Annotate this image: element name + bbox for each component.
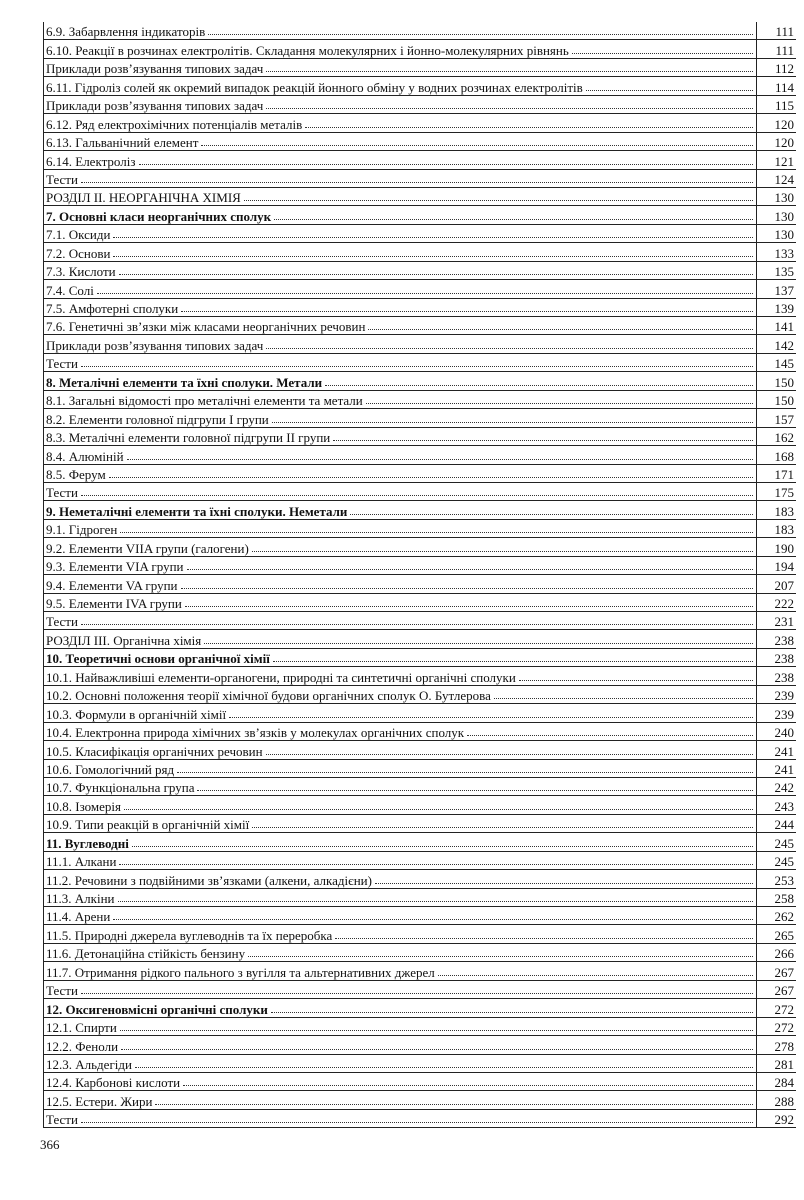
- toc-entry-page: 175: [756, 483, 796, 500]
- dot-leader: [266, 108, 753, 109]
- dot-leader: [109, 477, 753, 478]
- toc-entry: [44, 981, 796, 999]
- dot-leader: [266, 348, 753, 349]
- dot-leader: [366, 403, 753, 404]
- toc-entry-title: 9.2. Елементи VIIA групи (галогени): [46, 540, 249, 556]
- dot-leader: [187, 569, 753, 570]
- toc-entry-title: Тести: [46, 356, 78, 372]
- dot-leader: [572, 53, 753, 54]
- dot-leader: [113, 237, 753, 238]
- toc-entry-title: 10.7. Функціональна група: [46, 780, 195, 796]
- toc-entry-page: 239: [756, 704, 796, 721]
- toc-entry-title: 7.5. Амфотерні сполуки: [46, 301, 179, 316]
- toc-entry-title: Приклади розв’язування типових задач: [46, 337, 264, 353]
- dot-leader: [438, 975, 753, 976]
- toc-entry-title: 11.3. Алкіни: [46, 891, 115, 906]
- dot-leader: [204, 643, 753, 644]
- toc-entry: [44, 354, 796, 372]
- toc-entry-page: 240: [756, 723, 796, 740]
- toc-entry-title: Тести: [46, 614, 78, 630]
- toc-entry-page: 168: [756, 446, 796, 463]
- toc-entry: [44, 59, 796, 77]
- toc-entry-title: 10.9. Типи реакцій в органічній хімії: [46, 817, 250, 833]
- toc-entry: [44, 1018, 796, 1036]
- toc-entry-page: 258: [756, 889, 796, 906]
- toc-entry-title: 8. Металічні елементи та їхні сполуки. Метали: [46, 374, 323, 390]
- toc-entry: [44, 262, 796, 280]
- toc-entry: [44, 778, 796, 796]
- toc-entry: [44, 170, 796, 188]
- dot-leader: [252, 551, 753, 552]
- toc-entry-title: 12.2. Феноли: [46, 1038, 119, 1054]
- toc-entry: [44, 1110, 796, 1128]
- dot-leader: [350, 514, 753, 515]
- toc-entry-page: 120: [756, 133, 796, 150]
- toc-entry-page: 238: [756, 667, 796, 684]
- toc-entry-title: 7.3. Кислоти: [46, 264, 116, 280]
- toc-entry-title: 7.1. Оксиди: [46, 227, 111, 243]
- toc-entry: [44, 483, 796, 501]
- dot-leader: [248, 956, 753, 957]
- toc-entry-title: 10.3. Формули в органічній хімії: [46, 706, 227, 722]
- toc-entry-page: 112: [756, 59, 796, 76]
- toc-entry: [44, 520, 796, 538]
- toc-entry-title: 8.5. Ферум: [46, 466, 106, 482]
- toc-entry-title: 10. Теоретичні основи органічної хімії: [46, 651, 270, 667]
- dot-leader: [368, 329, 753, 330]
- toc-entry-page: 272: [756, 999, 796, 1016]
- toc-entry-title: 11.4. Арени: [46, 909, 111, 925]
- toc-entry-title: 11.5. Природні джерела вуглеводнів та їх переробка: [46, 927, 333, 943]
- dot-leader: [135, 1067, 753, 1068]
- toc-entry-page: 145: [756, 354, 796, 371]
- toc-entry: [44, 391, 796, 409]
- toc-entry-page: 262: [756, 907, 796, 924]
- dot-leader: [121, 1049, 753, 1050]
- toc-entry: [44, 704, 796, 722]
- toc-entry-title: 11.7. Отримання рідкого пального з вугілля та альтернативних джерел: [46, 964, 435, 980]
- dot-leader: [229, 717, 753, 718]
- toc-entry-page: 231: [756, 612, 796, 629]
- toc-entry-page: 120: [756, 114, 796, 131]
- dot-leader: [375, 883, 753, 884]
- toc-entry: [44, 1036, 796, 1054]
- dot-leader: [266, 754, 753, 755]
- toc-entry-page: 244: [756, 815, 796, 832]
- toc-entry-page: 222: [756, 594, 796, 611]
- dot-leader: [333, 440, 753, 441]
- toc-entry-page: 171: [756, 465, 796, 482]
- dot-leader: [132, 846, 753, 847]
- toc-entry-title: 11.6. Детонаційна стійкість бензину: [46, 946, 246, 962]
- toc-entry-title: 8.3. Металічні елементи головної підгрупи ІІ групи: [46, 430, 331, 446]
- toc-entry-page: 190: [756, 538, 796, 555]
- toc-entry: [44, 815, 796, 833]
- dot-leader: [183, 1085, 753, 1086]
- toc-entry-title: 8.4. Алюміній: [46, 448, 124, 464]
- toc-entry-page: 284: [756, 1073, 796, 1090]
- toc-entry-title: 7.6. Генетичні зв’язки між класами неорганічних речовин: [46, 319, 366, 335]
- toc-entry-page: 265: [756, 925, 796, 942]
- toc-entry: [44, 372, 796, 390]
- toc-entry: [44, 852, 796, 870]
- toc-entry-page: 130: [756, 188, 796, 205]
- toc-entry-page: 245: [756, 833, 796, 850]
- dot-leader: [271, 1012, 753, 1013]
- toc-entry-page: 194: [756, 557, 796, 574]
- toc-entry-title: Приклади розв’язування типових задач: [46, 61, 264, 77]
- toc-entry: [44, 962, 796, 980]
- dot-leader: [201, 145, 753, 146]
- dot-leader: [113, 919, 753, 920]
- toc-entry-title: 9.1. Гідроген: [46, 522, 118, 538]
- toc-entry-title: РОЗДІЛ ІІ. НЕОРГАНІЧНА ХІМІЯ: [46, 190, 241, 206]
- toc-entry-title: 6.13. Гальванічний елемент: [46, 135, 199, 151]
- dot-leader: [119, 864, 753, 865]
- toc-entry-title: 6.9. Забарвлення індикаторів: [46, 24, 206, 40]
- dot-leader: [244, 200, 753, 201]
- dot-leader: [124, 809, 753, 810]
- toc-entry-page: 130: [756, 225, 796, 242]
- toc-entry-title: 11. Вуглеводні: [46, 835, 129, 851]
- dot-leader: [335, 938, 753, 939]
- toc-entry: [44, 649, 796, 667]
- toc-entry: [44, 870, 796, 888]
- toc-entry: [44, 299, 796, 317]
- toc-entry-title: 6.10. Реакції в розчинах електролітів. Складання молекулярних і йонно-молекулярних рівнянь: [46, 42, 569, 58]
- toc-entry: [44, 133, 796, 151]
- toc-entry: [44, 77, 796, 95]
- toc-entry-page: 114: [756, 77, 796, 94]
- toc-entry: [44, 538, 796, 556]
- dot-leader: [81, 366, 753, 367]
- toc-entry-title: 8.2. Елементи головної підгрупи І групи: [46, 411, 269, 427]
- toc-entry-title: 10.4. Електронна природа хімічних зв’язків у молекулах органічних сполук: [46, 725, 465, 741]
- toc-entry: [44, 243, 796, 261]
- toc-entry-page: 150: [756, 372, 796, 389]
- toc-entry-page: 243: [756, 796, 796, 813]
- toc-entry-title: 12.1. Спирти: [46, 1020, 117, 1036]
- dot-leader: [118, 901, 754, 902]
- toc-entry-title: 7.4. Солі: [46, 282, 94, 298]
- toc-entry: [44, 206, 796, 224]
- toc-entry-page: 207: [756, 575, 796, 592]
- toc-entry-page: 281: [756, 1055, 796, 1072]
- dot-leader: [266, 71, 753, 72]
- toc-entry: [44, 557, 796, 575]
- toc-entry: [44, 1091, 796, 1109]
- toc-entry-title: 12.4. Карбонові кислоти: [46, 1075, 181, 1091]
- dot-leader: [181, 311, 753, 312]
- toc-entry: [44, 22, 796, 40]
- toc-entry: [44, 280, 796, 298]
- toc-entry-page: 135: [756, 262, 796, 279]
- dot-leader: [119, 274, 753, 275]
- toc-entry-page: 183: [756, 501, 796, 518]
- toc-entry: [44, 1055, 796, 1073]
- toc-entry-title: 12.5. Естери. Жири: [46, 1093, 153, 1109]
- toc-entry: [44, 40, 796, 58]
- dot-leader: [81, 495, 753, 496]
- toc-entry-title: 12. Оксигеновмісні органічні сполуки: [46, 1001, 268, 1017]
- toc-entry-page: 139: [756, 299, 796, 316]
- toc-entry: [44, 501, 796, 519]
- page-number: 366: [40, 1137, 60, 1152]
- dot-leader: [81, 1122, 753, 1123]
- toc-entry: [44, 833, 796, 851]
- toc-entry-page: 272: [756, 1018, 796, 1035]
- toc-entry: [44, 723, 796, 741]
- toc-entry: [44, 1073, 796, 1091]
- toc-entry-page: 241: [756, 760, 796, 777]
- toc-entry: [44, 409, 796, 427]
- dot-leader: [519, 680, 753, 681]
- toc-entry-page: 242: [756, 778, 796, 795]
- toc-entry: [44, 465, 796, 483]
- dot-leader: [97, 293, 753, 294]
- dot-leader: [81, 182, 753, 183]
- toc-entry-page: 183: [756, 520, 796, 537]
- toc-entry-title: Тести: [46, 485, 78, 501]
- toc-entry: [44, 428, 796, 446]
- toc-entry-page: 130: [756, 206, 796, 223]
- table-of-contents: [43, 22, 796, 1128]
- dot-leader: [197, 790, 753, 791]
- dot-leader: [139, 164, 754, 165]
- dot-leader: [305, 127, 753, 128]
- toc-entry-page: 141: [756, 317, 796, 334]
- toc-entry: [44, 446, 796, 464]
- toc-entry-page: 267: [756, 981, 796, 998]
- toc-entry-title: РОЗДІЛ ІІІ. Органічна хімія: [46, 632, 202, 648]
- dot-leader: [81, 624, 753, 625]
- dot-leader: [155, 1104, 753, 1105]
- toc-entry: [44, 188, 796, 206]
- dot-leader: [113, 256, 753, 257]
- toc-entry: [44, 317, 796, 335]
- toc-entry: [44, 925, 796, 943]
- dot-leader: [127, 459, 753, 460]
- toc-entry: [44, 999, 796, 1017]
- toc-entry-title: 11.2. Речовини з подвійними зв’язками (алкени, алкадієни): [46, 872, 372, 888]
- toc-entry: [44, 796, 796, 814]
- dot-leader: [586, 90, 753, 91]
- toc-entry-title: 9. Неметалічні елементи та їхні сполуки. Неметали: [46, 503, 348, 519]
- toc-entry: [44, 612, 796, 630]
- toc-entry-title: 6.12. Ряд електрохімічних потенціалів металів: [46, 116, 303, 132]
- toc-entry-page: 115: [756, 96, 796, 113]
- toc-entry-title: 11.1. Алкани: [46, 854, 117, 870]
- dot-leader: [208, 34, 753, 35]
- toc-entry-page: 111: [756, 22, 796, 39]
- toc-entry-page: 245: [756, 852, 796, 869]
- toc-entry-page: 157: [756, 409, 796, 426]
- toc-entry: [44, 889, 796, 907]
- toc-entry-title: 7. Основні класи неорганічних сполук: [46, 208, 272, 224]
- toc-entry-page: 241: [756, 741, 796, 758]
- toc-entry-title: 6.14. Електроліз: [46, 153, 136, 169]
- toc-entry-title: 10.5. Класифікація органічних речовин: [46, 743, 263, 759]
- toc-entry-page: 253: [756, 870, 796, 887]
- toc-entry-page: 162: [756, 428, 796, 445]
- toc-entry-page: 142: [756, 335, 796, 352]
- toc-entry: [44, 944, 796, 962]
- dot-leader: [120, 1030, 753, 1031]
- toc-entry-title: 10.6. Гомологічний ряд: [46, 761, 175, 777]
- toc-entry: [44, 96, 796, 114]
- toc-entry-title: 10.1. Найважливіші елементи-органогени, природні та синтетичні органічні сполуки: [46, 669, 516, 685]
- toc-entry-page: 267: [756, 962, 796, 979]
- toc-entry: [44, 594, 796, 612]
- dot-leader: [177, 772, 753, 773]
- toc-entry-page: 238: [756, 630, 796, 647]
- toc-entry: [44, 225, 796, 243]
- toc-entry: [44, 151, 796, 169]
- toc-entry: [44, 575, 796, 593]
- toc-entry: [44, 686, 796, 704]
- toc-entry: [44, 760, 796, 778]
- toc-entry-title: 8.1. Загальні відомості про металічні елементи та метали: [46, 393, 363, 409]
- toc-entry-title: 10.2. Основні положення теорії хімічної будови органічних сполук О. Бутлерова: [46, 688, 491, 704]
- toc-entry-page: 238: [756, 649, 796, 666]
- toc-entry: [44, 630, 796, 648]
- dot-leader: [325, 385, 753, 386]
- dot-leader: [467, 735, 753, 736]
- toc-entry-title: Тести: [46, 1112, 78, 1128]
- dot-leader: [252, 827, 753, 828]
- toc-entry-page: 124: [756, 170, 796, 187]
- toc-entry-title: 10.8. Ізомерія: [46, 798, 121, 814]
- toc-entry: [44, 114, 796, 132]
- dot-leader: [273, 661, 753, 662]
- toc-entry: [44, 667, 796, 685]
- toc-entry-page: 133: [756, 243, 796, 260]
- toc-entry-page: 111: [756, 40, 796, 57]
- toc-entry-title: 6.11. Гідроліз солей як окремий випадок реакцій йонного обміну у водних розчинах електролітів: [46, 79, 583, 95]
- toc-entry: [44, 335, 796, 353]
- toc-entry-title: 9.5. Елементи IVA групи: [46, 596, 182, 611]
- dot-leader: [120, 532, 753, 533]
- toc-entry-page: 266: [756, 944, 796, 961]
- toc-entry-page: 137: [756, 280, 796, 297]
- toc-entry-title: 12.3. Альдегіди: [46, 1056, 132, 1072]
- toc-entry-title: Приклади розв’язування типових задач: [46, 98, 264, 114]
- toc-entry-title: Тести: [46, 983, 78, 999]
- dot-leader: [185, 606, 753, 607]
- dot-leader: [272, 422, 753, 423]
- dot-leader: [274, 219, 753, 220]
- dot-leader: [181, 588, 754, 589]
- toc-entry: [44, 907, 796, 925]
- dot-leader: [81, 993, 753, 994]
- toc-entry-page: 121: [756, 151, 796, 168]
- toc-entry-page: 278: [756, 1036, 796, 1053]
- toc-entry-title: Тести: [46, 171, 78, 187]
- toc-entry-title: 9.3. Елементи VIA групи: [46, 559, 184, 575]
- toc-entry-title: 9.4. Елементи VA групи: [46, 577, 178, 593]
- dot-leader: [494, 698, 753, 699]
- toc-entry-title: 7.2. Основи: [46, 245, 111, 261]
- toc-entry: [44, 741, 796, 759]
- toc-entry-page: 150: [756, 391, 796, 408]
- toc-entry-page: 288: [756, 1091, 796, 1108]
- toc-entry-page: 292: [756, 1110, 796, 1127]
- toc-entry-page: 239: [756, 686, 796, 703]
